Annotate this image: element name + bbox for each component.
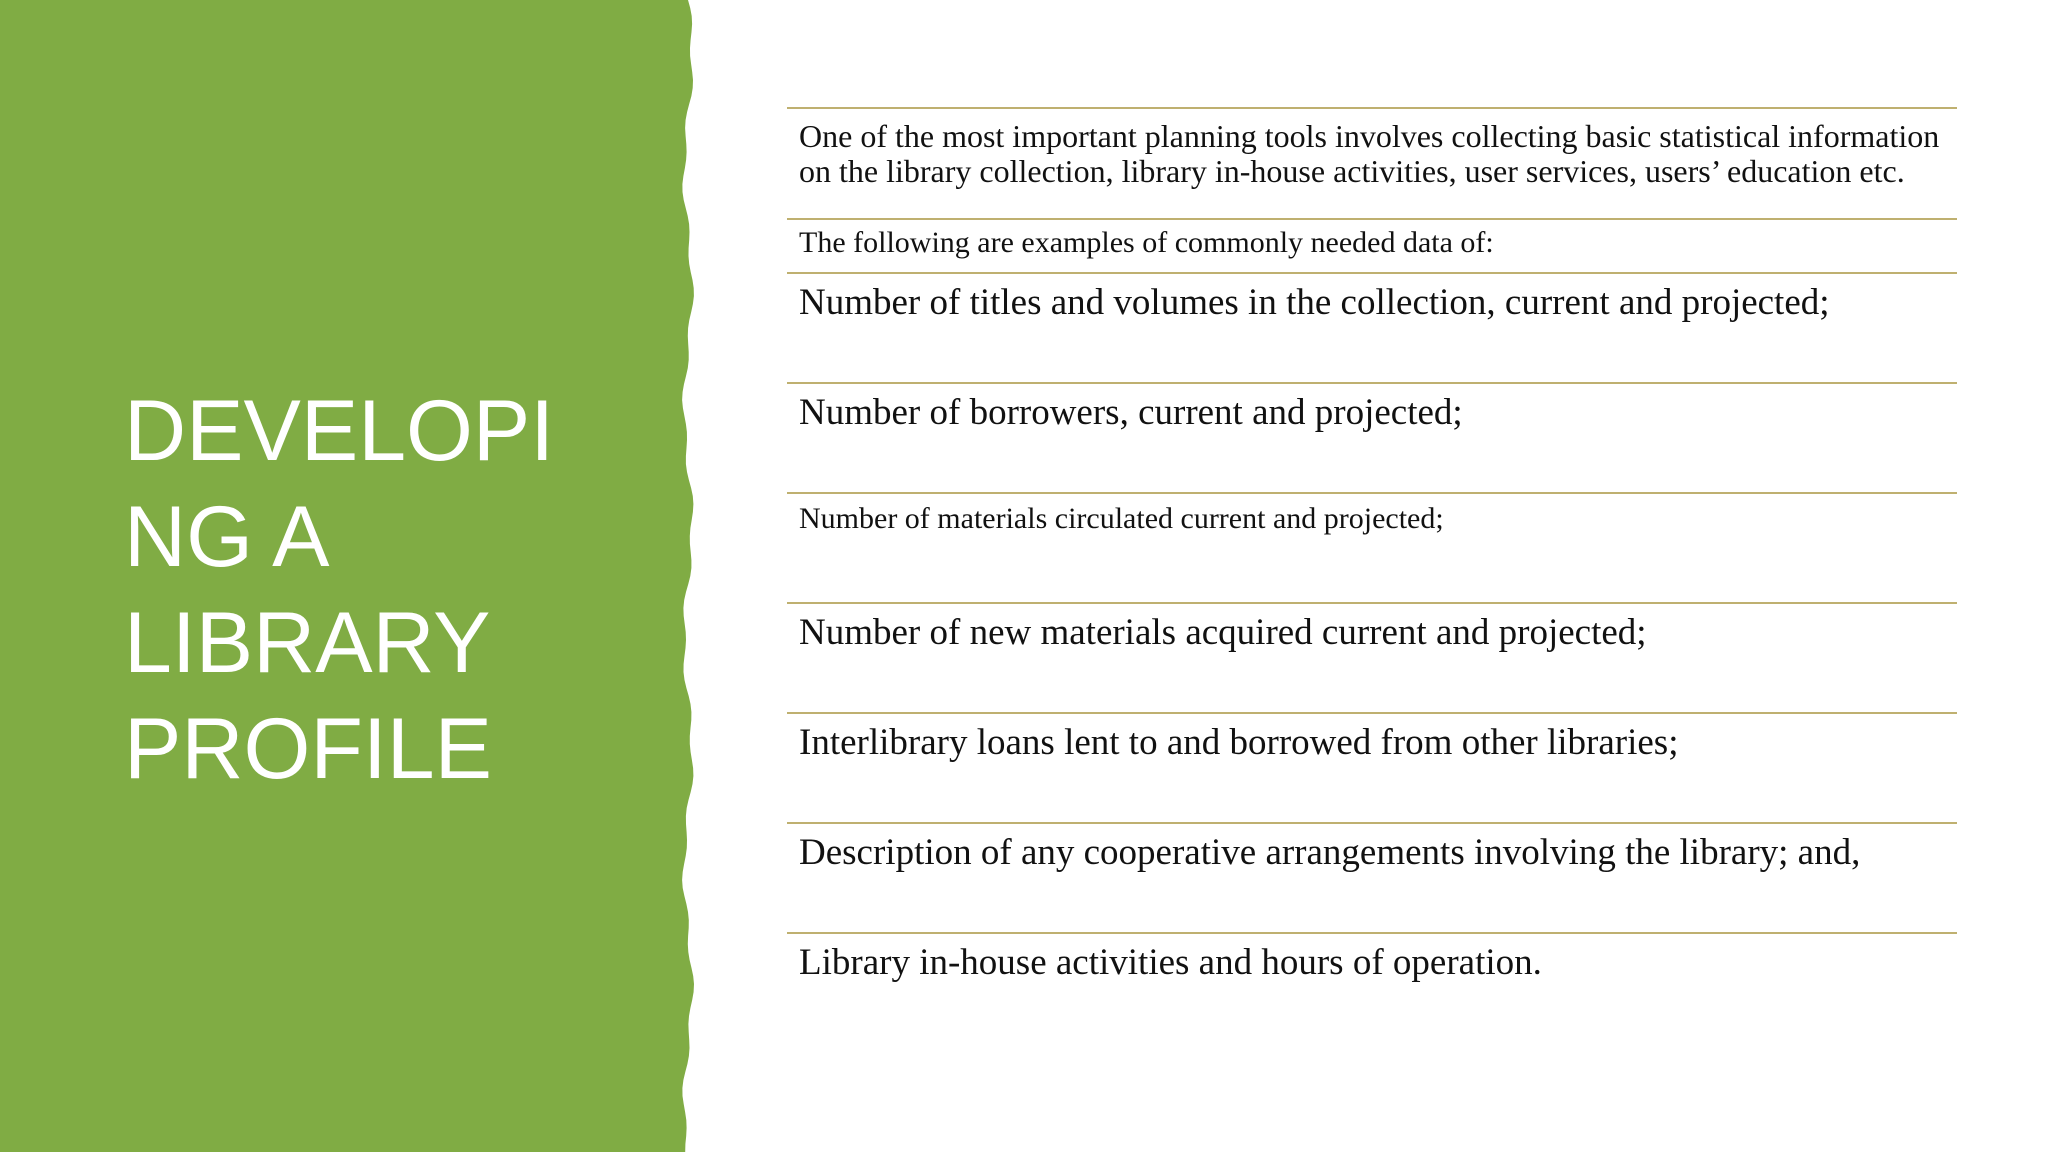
list-item xyxy=(787,382,1957,492)
intro-text: One of the most important planning tools involves collecting basic statistical information on the library collection, library in-house activities, user services, users’ education etc. xyxy=(799,118,1940,189)
title-line: LIBRARY xyxy=(124,595,491,691)
title-line: DEVELOPI xyxy=(124,383,555,479)
list-item xyxy=(787,272,1957,382)
slide-title xyxy=(124,378,594,802)
list-item xyxy=(787,492,1957,602)
content-list xyxy=(787,107,1957,1042)
lead-text: The following are examples of commonly needed data of: xyxy=(799,226,1494,259)
list-item-text: Number of materials circulated current and projected; xyxy=(799,502,1444,535)
list-item-text: Number of borrowers, current and projected; xyxy=(799,392,1463,433)
list-item-lead xyxy=(787,218,1957,272)
title-line: NG A xyxy=(124,489,330,585)
list-item xyxy=(787,712,1957,822)
list-item-text: Library in-house activities and hours of operation. xyxy=(799,942,1542,983)
list-item xyxy=(787,602,1957,712)
list-item-intro xyxy=(787,107,1957,218)
title-line: PROFILE xyxy=(124,701,492,797)
list-item xyxy=(787,822,1957,932)
list-item-text: Number of titles and volumes in the collection, current and projected; xyxy=(799,282,1830,323)
list-item-text: Number of new materials acquired current and projected; xyxy=(799,612,1647,653)
list-item xyxy=(787,932,1957,1042)
list-item-text: Interlibrary loans lent to and borrowed from other libraries; xyxy=(799,722,1679,763)
list-item-text: Description of any cooperative arrangements involving the library; and, xyxy=(799,832,1861,873)
